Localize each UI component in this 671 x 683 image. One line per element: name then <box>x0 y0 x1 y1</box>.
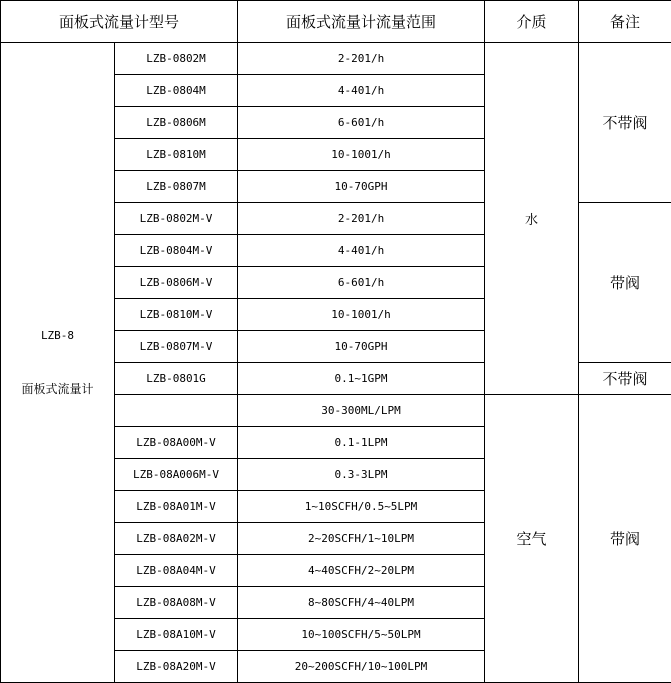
model-cell: LZB-08A006M-V <box>115 459 238 491</box>
model-cell: LZB-0810M-V <box>115 299 238 331</box>
header-remark: 备注 <box>579 1 671 43</box>
model-cell: LZB-0804M <box>115 75 238 107</box>
header-medium: 介质 <box>485 1 579 43</box>
model-cell: LZB-0802M <box>115 43 238 75</box>
medium-air: 空气 <box>485 395 579 683</box>
range-cell: 4-401/h <box>238 75 485 107</box>
model-cell: LZB-08A04M-V <box>115 555 238 587</box>
model-cell: LZB-0807M <box>115 171 238 203</box>
remark-no-valve: 不带阀 <box>579 43 671 203</box>
model-cell: LZB-0807M-V <box>115 331 238 363</box>
range-cell: 0.1~1GPM <box>238 363 485 395</box>
medium-water: 水 <box>485 43 579 395</box>
range-cell: 6-601/h <box>238 107 485 139</box>
model-cell: LZB-08A20M-V <box>115 651 238 683</box>
remark-with-valve: 带阀 <box>579 203 671 363</box>
model-cell: LZB-08A08M-V <box>115 587 238 619</box>
header-range: 面板式流量计流量范围 <box>238 1 485 43</box>
series-desc: 面板式流量计 <box>1 380 114 397</box>
table-row <box>1 43 671 75</box>
model-cell <box>115 395 238 427</box>
model-cell: LZB-08A02M-V <box>115 523 238 555</box>
range-cell: 10~100SCFH/5~50LPM <box>238 619 485 651</box>
series-cell <box>1 43 115 683</box>
model-cell: LZB-0801G <box>115 363 238 395</box>
range-cell: 2-201/h <box>238 43 485 75</box>
header-model: 面板式流量计型号 <box>1 1 238 43</box>
range-cell: 10-70GPH <box>238 171 485 203</box>
model-cell: LZB-0804M-V <box>115 235 238 267</box>
range-cell: 10-1001/h <box>238 299 485 331</box>
range-cell: 1~10SCFH/0.5~5LPM <box>238 491 485 523</box>
model-cell: LZB-0806M-V <box>115 267 238 299</box>
range-cell: 2-201/h <box>238 203 485 235</box>
range-cell: 10-1001/h <box>238 139 485 171</box>
model-cell: LZB-0802M-V <box>115 203 238 235</box>
range-cell: 4~40SCFH/2~20LPM <box>238 555 485 587</box>
range-cell: 30-300ML/LPM <box>238 395 485 427</box>
model-cell: LZB-08A00M-V <box>115 427 238 459</box>
remark-with-valve-2: 带阀 <box>579 395 671 683</box>
range-cell: 6-601/h <box>238 267 485 299</box>
remark-no-valve-2: 不带阀 <box>579 363 671 395</box>
model-cell: LZB-08A10M-V <box>115 619 238 651</box>
model-cell: LZB-0806M <box>115 107 238 139</box>
range-cell: 4-401/h <box>238 235 485 267</box>
range-cell: 0.3-3LPM <box>238 459 485 491</box>
range-cell: 2~20SCFH/1~10LPM <box>238 523 485 555</box>
header-row <box>1 1 671 43</box>
model-cell: LZB-0810M <box>115 139 238 171</box>
range-cell: 8~80SCFH/4~40LPM <box>238 587 485 619</box>
series-name: LZB-8 <box>1 329 114 342</box>
range-cell: 10-70GPH <box>238 331 485 363</box>
model-cell: LZB-08A01M-V <box>115 491 238 523</box>
range-cell: 20~200SCFH/10~100LPM <box>238 651 485 683</box>
range-cell: 0.1-1LPM <box>238 427 485 459</box>
